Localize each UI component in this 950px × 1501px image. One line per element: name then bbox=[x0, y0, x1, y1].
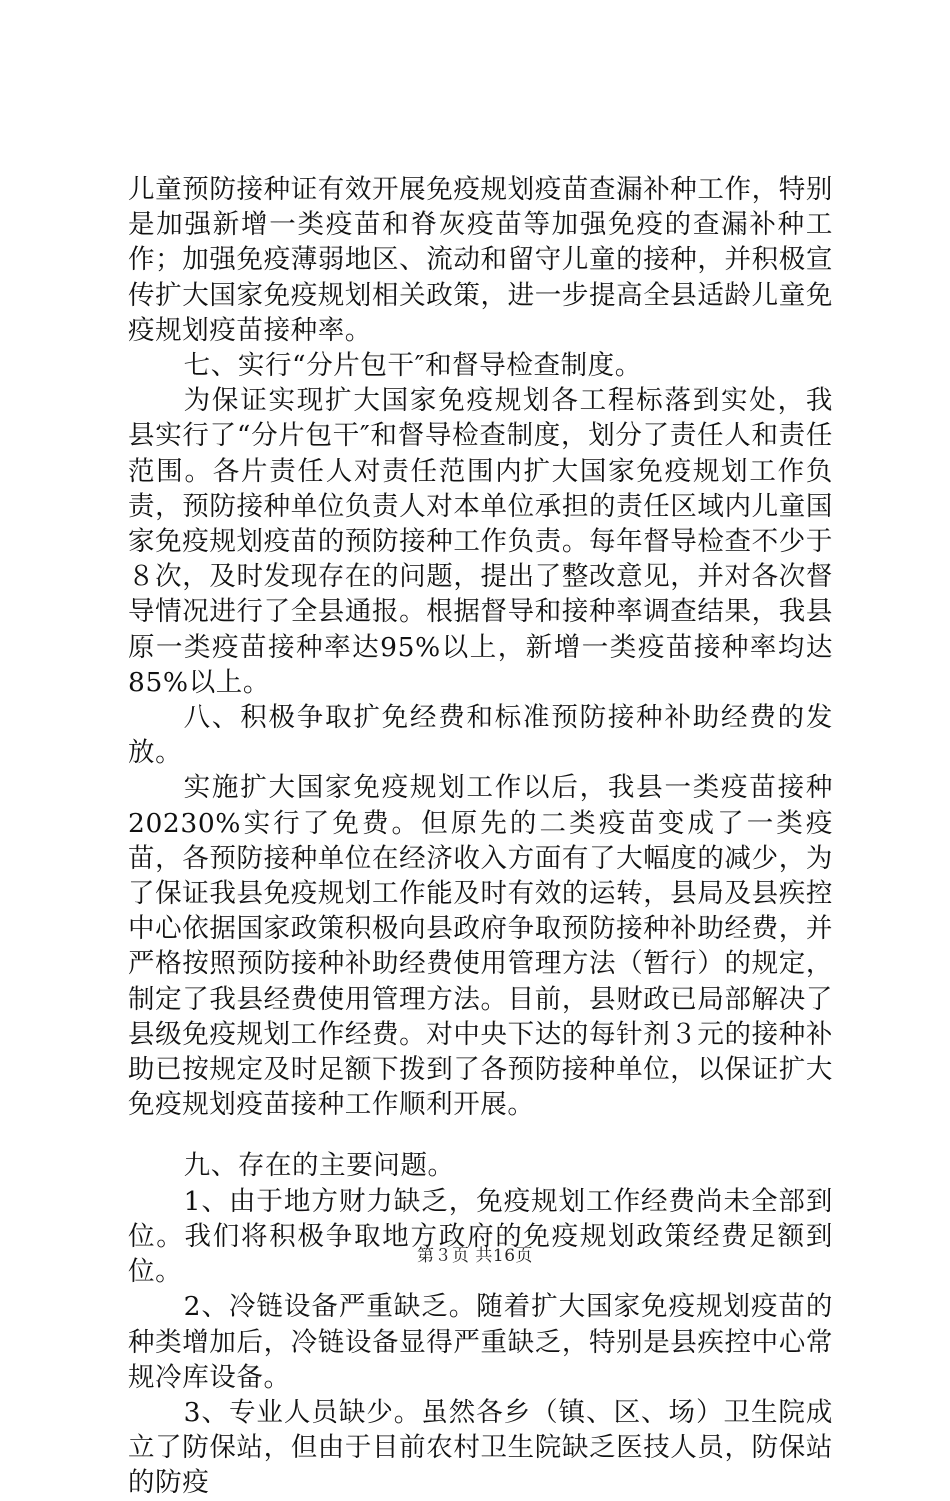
issue-item-1: 1、由于地方财力缺乏，免疫规划工作经费尚未全部到位。我们将积极争取地方政府的免疫规划政策经费足额到位。 bbox=[128, 1185, 833, 1288]
page-footer: 第３页 共16页 bbox=[416, 1246, 534, 1266]
section-heading-9: 九、存在的主要问题。 bbox=[183, 1150, 455, 1182]
issue-item-2: 2、冷链设备严重缺乏。随着扩大国家免疫规划疫苗的种类增加后，冷链设备显得严重缺乏，特别是县疾控中心常规冷库设备。 bbox=[128, 1291, 833, 1393]
paragraph-section-8: 实施扩大国家免疫规划工作以后，我县一类疫苗接种20230%实行了免费。但原先的二类疫苗变成了一类疫苗，各预防接种单位在经济收入方面有了大幅度的减少，为了保证我县免疫规划工作能及时有效的运转，县局及县疾控中心依据国家政策积极向县政府争取预防接种补助经费，并严格按照预防接种补助经费使用管理方法（暂行）的规定，制定了我县经费使用管理方法。目前，县财政已局部解决了县级免疫规划工作经费。对中央下达的每针剂３元的接种补助已按规定及时足额下拨到了各预防接种单位，以保证扩大免疫规划疫苗接种工作顺利开展。 bbox=[128, 772, 833, 1121]
paragraph-section-7: 为保证实现扩大国家免疫规划各工程标落到实处，我县实行了“分片包干″和督导检查制度，划分了责任人和责任范围。各片责任人对责任范围内扩大国家免疫规划工作负责，预防接种单位负责人对本单位承担的责任区域内儿童国家免疫规划疫苗的预防接种工作负责。每年督导检查不少于８次，及时发现存在的问题，提出了整改意见，并对各次督导情况进行了全县通报。根据督导和接种率调查结果，我县原一类疫苗接种率达95%以上，新增一类疫苗接种率均达85%以上。 bbox=[128, 385, 833, 698]
document-body bbox=[128, 172, 833, 1501]
issue-item-3: 3、专业人员缺少。虽然各乡（镇、区、场）卫生院成立了防保站，但由于目前农村卫生院缺乏医技人员，防保站的防疫 bbox=[128, 1396, 833, 1499]
section-heading-7: 七、实行“分片包干″和督导检查制度。 bbox=[183, 350, 642, 382]
paragraph-continuation: 儿童预防接种证有效开展免疫规划疫苗查漏补种工作，特别是加强新增一类疫苗和脊灰疫苗等加强免疫的查漏补种工作；加强免疫薄弱地区、流动和留守儿童的接种，并积极宣传扩大国家免疫规划相关政策，进一步提高全县适龄儿童免疫规划疫苗接种率。 bbox=[128, 174, 833, 346]
section-heading-8: 八、积极争取扩免经费和标准预防接种补助经费的发放。 bbox=[128, 702, 833, 769]
